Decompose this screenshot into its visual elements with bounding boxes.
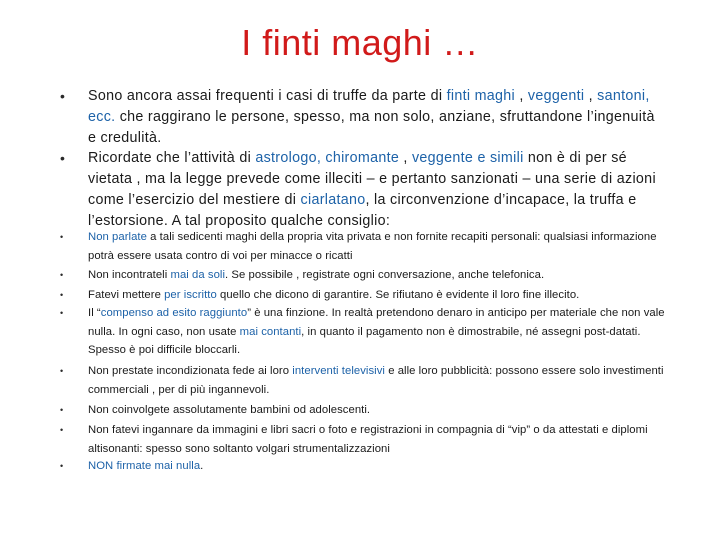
highlight-text: ecc. — [88, 109, 116, 125]
bullet-text — [88, 86, 658, 149]
highlight-text: finti maghi — [446, 88, 516, 104]
text-segment: Non fatevi ingannare da immagini e libri sacri o foto e registrazioni in compagnia di “vip” o da attestati e diplomi altisonanti: spesso sono soltanto volgari strumentalizzazioni — [88, 424, 648, 455]
bullet-text — [88, 362, 670, 399]
bullet-icon: • — [60, 366, 64, 376]
bullet-text — [88, 228, 670, 265]
text-segment: , — [399, 150, 412, 166]
text-segment: Sono ancora assai frequenti i casi di truffe da parte di — [88, 88, 447, 104]
text-segment: a tali sedicenti maghi della propria vita privata e non fornite recapiti personali: qualsiasi informazione potrà essere usata contro di voi per minacce o ricatti — [88, 231, 657, 262]
text-segment: Non coinvolgete assolutamente bambini od adolescenti. — [88, 404, 371, 416]
highlight-text: Non parlate — [88, 231, 147, 243]
text-segment: . Se possibile , registrate ogni conversazione, anche telefonica. — [225, 269, 545, 281]
bullet-icon: • — [60, 88, 65, 104]
bullet-text — [88, 421, 670, 458]
highlight-text: NON firmate mai nulla — [88, 460, 201, 472]
text-segment: e alle loro pubblicità: possono essere solo investimenti commerciali , per di più ingannevoli. — [88, 365, 664, 396]
bullet-icon: • — [60, 425, 64, 435]
text-segment: , — [584, 88, 598, 104]
text-segment: ” è una finzione. In realtà pretendono denaro in anticipo per materiale che non vale nulla. In ogni caso, non usate — [88, 307, 665, 338]
highlight-text: ciarlatano — [300, 192, 366, 208]
bullet-icon: • — [60, 461, 64, 471]
bullet-icon: • — [60, 290, 64, 300]
highlight-text: santoni, — [597, 88, 650, 104]
text-segment: Non prestate incondizionata fede ai loro — [88, 365, 293, 377]
highlight-text: mai da soli — [170, 269, 226, 281]
bullet-icon: • — [60, 405, 64, 415]
bullet-text — [88, 148, 658, 232]
text-segment: che raggirano le persone, spesso, ma non solo, anziane, sfruttandone l’ingenuità e credulità. — [88, 109, 655, 146]
bullet-text — [88, 304, 670, 360]
text-segment: Fatevi mettere — [88, 289, 165, 301]
text-segment: quello che dicono di garantire. Se rifiutano è evidente il loro fine illecito. — [216, 289, 580, 301]
highlight-text: astrologo, chiromante — [255, 150, 400, 166]
slide-title: I finti maghi … — [241, 22, 479, 63]
bullet-text — [88, 286, 670, 305]
text-segment: non è di per sé vietata , ma la legge prevede come illeciti – e pertanto sanzionati – una serie di azioni come l’esercizio del mestiere di — [88, 150, 656, 208]
text-segment: , in quanto il pagamento non è dimostrabile, né assegni post-datati. Spesso è poi difficile bloccarli. — [88, 325, 641, 356]
text-segment: , — [515, 88, 528, 104]
highlight-text: interventi televisivi — [292, 365, 385, 377]
highlight-text: veggente e simili — [411, 150, 524, 166]
highlight-text: compenso ad esito raggiunto — [100, 307, 248, 319]
text-segment: Non incontrateli — [88, 269, 171, 281]
text-segment: Ricordate che l’attività di — [88, 150, 256, 166]
bullet-text — [88, 457, 670, 476]
text-segment: , la circonvenzione d’incapace, la truffa e l’estorsione. A tal proposito qualche consiglio: — [88, 192, 637, 229]
bullet-text — [88, 401, 670, 420]
highlight-text: veggenti — [527, 88, 585, 104]
text-segment: Il “ — [88, 307, 101, 319]
highlight-text: mai contanti — [239, 325, 302, 338]
text-segment: . — [200, 460, 204, 472]
bullet-icon: • — [60, 270, 64, 280]
bullet-icon: • — [60, 232, 64, 242]
bullet-icon: • — [60, 150, 65, 166]
bullet-icon: • — [60, 308, 64, 318]
highlight-text: per iscritto — [164, 289, 217, 301]
bullet-text — [88, 266, 670, 285]
